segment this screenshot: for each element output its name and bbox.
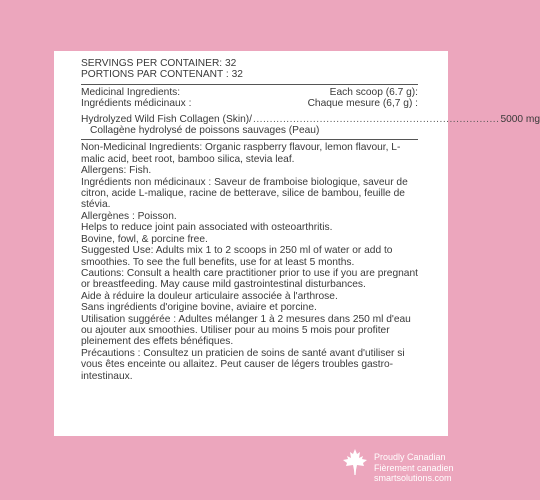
medicinal-header-en: Medicinal Ingredients: (81, 86, 181, 98)
ingredient-name-fr: Collagène hydrolysé de poissons sauvages (Peau) (90, 125, 320, 137)
allergens-en: Allergens: Fish. (81, 165, 152, 177)
divider (81, 84, 418, 85)
supplement-facts-label (81, 58, 540, 382)
medicinal-header-fr: Ingrédients médicinaux : (81, 98, 192, 110)
medicinal-header-row (81, 87, 418, 98)
divider (81, 139, 418, 140)
non-medicinal-en: Non-Medicinal Ingredients: Organic raspberry flavour, lemon flavour, L-malic acid, beet root, bamboo silica, stevia leaf. (81, 142, 401, 165)
footer-line-en: Proudly Canadian (374, 452, 446, 462)
cautions-en: Cautions: Consult a health care practitioner prior to use if you are pregnant or breastfeeding. May cause mild gastrointestinal disturbances. (81, 267, 418, 291)
suggested-use-en: Suggested Use: Adults mix 1 to 2 scoops in 250 ml of water or add to smoothies. To see the full benefits, use for at least 5 months. (81, 245, 393, 268)
footer-branding (374, 452, 454, 484)
suggested-use-fr: Utilisation suggérée : Adultes mélanger 1 à 2 mesures dans 250 ml d'eau ou ajouter aux smoothies. Utiliser pour au moins 5 mois pour profiter pleinement des effets bénéfiques. (81, 313, 411, 348)
ingredient-row (81, 113, 540, 125)
ingredient-leader-dots: .......................................................................... (252, 113, 500, 125)
animal-free-en: Bovine, fowl, & porcine free. (81, 233, 208, 245)
scoop-size-en: Each scoop (6.7 g): (329, 86, 418, 98)
claim-en: Helps to reduce joint pain associated with osteoarthritis. (81, 222, 333, 234)
ingredient-amount: 5000 mg (500, 113, 540, 125)
footer-line-fr: Fièrement canadien (374, 462, 454, 473)
non-medicinal-fr: Ingrédients non médicinaux : Saveur de framboise biologique, saveur de citron, acide L-malique, racine de betterave, silice de bambou, feuille de stévia. (81, 176, 408, 211)
claim-fr: Aide à réduire la douleur articulaire associée à l'arthrose. (81, 290, 338, 302)
servings-fr: PORTIONS PAR CONTENANT : 32 (81, 69, 243, 81)
ingredient-name-en: Hydrolyzed Wild Fish Collagen (Skin)/ (81, 113, 252, 125)
servings-en: SERVINGS PER CONTAINER: 32 (81, 58, 237, 69)
allergens-fr: Allergènes : Poisson. (81, 210, 177, 222)
medicinal-header-row-fr (81, 98, 418, 109)
footer-website: smartsolutions.com (374, 473, 452, 483)
animal-free-fr: Sans ingrédients d'origine bovine, aviaire et porcine. (81, 302, 317, 314)
scoop-size-fr: Chaque mesure (6,7 g) : (307, 98, 418, 110)
maple-leaf-icon (342, 448, 368, 476)
servings-section (81, 58, 418, 81)
cautions-fr: Précautions : Consultez un praticien de soins de santé avant d'utiliser si vous êtes enceinte ou allaitez. Peut causer de légers troubles gastro-intestinaux. (81, 347, 405, 382)
